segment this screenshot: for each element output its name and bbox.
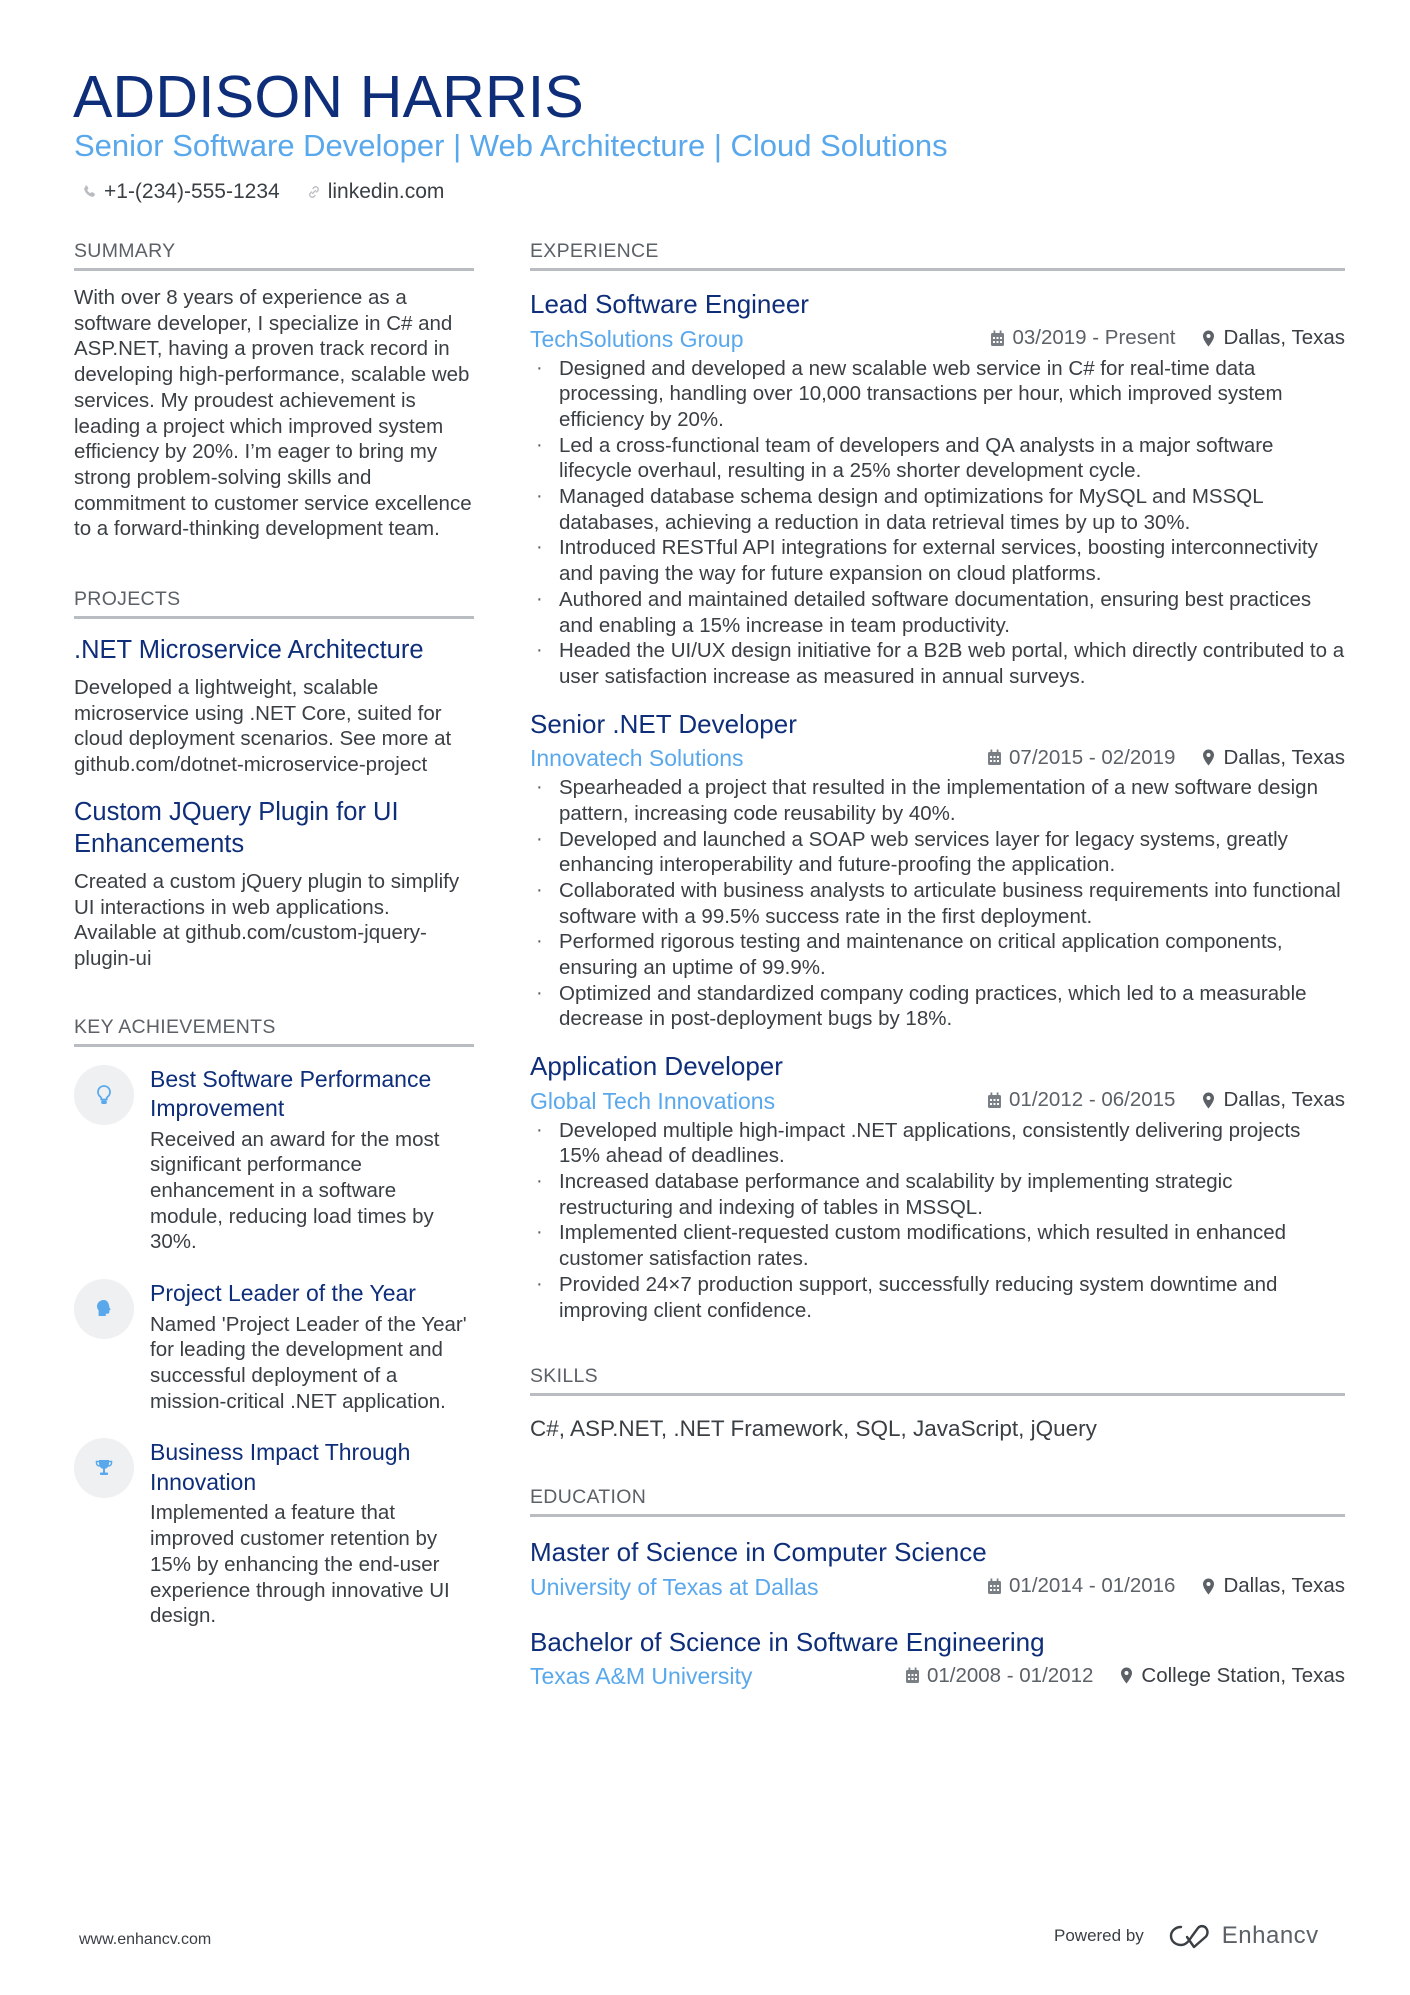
candidate-name: ADDISON HARRIS [73, 64, 584, 130]
job-dates: 01/2012 - 06/2015 [1009, 1088, 1176, 1112]
skills-list: C#, ASP.NET, .NET Framework, SQL, JavaScript, jQuery [530, 1416, 1097, 1442]
experience-section [530, 238, 1345, 1323]
education-section [530, 1484, 1345, 1691]
education-dates: 01/2008 - 01/2012 [926, 1663, 1094, 1687]
bullet-item: · Implemented client-requested custom modifications, which resulted in enhanced customer satisfaction rates. [530, 1220, 1345, 1271]
company-name: Innovatech Solutions [530, 745, 744, 772]
achievement-description: Implemented a feature that improved customer retention by 15% by enhancing the end-user experience through innovative UI design. [150, 1501, 450, 1628]
achievements-title: KEY ACHIEVEMENTS [74, 1014, 474, 1047]
education-dates: 01/2014 - 01/2016 [1009, 1574, 1176, 1598]
job-title: Senior .NET Developer [530, 708, 797, 739]
project-item [74, 634, 474, 778]
calendar-icon [987, 1578, 1002, 1595]
achievement-description: Named 'Project Leader of the Year' for leading the development and successful deployment of a mission-critical .NET application. [150, 1312, 467, 1413]
company-name: Global Tech Innovations [530, 1087, 776, 1114]
contact-linkedin[interactable] [306, 177, 445, 207]
project-description: Created a custom jQuery plugin to simplify UI interactions in web applications. Available at github.com/custom-jquery-plugin-ui [74, 869, 460, 970]
bullet-item: · Headed the UI/UX design initiative for a B2B web portal, which directly contributed to a user satisfaction increase as measured in annual surveys. [530, 638, 1345, 689]
bullet-item: · Increased database performance and scalability by implementing strategic restructuring and indexing of tables in MSSQL. [530, 1169, 1345, 1220]
link-icon [306, 184, 322, 200]
bullet-item: · Designed and developed a new scalable web service in C# for real-time data processing, handling over 10,000 transactions per hour, which improved system efficiency by 20%. [530, 356, 1345, 433]
project-item [74, 796, 474, 972]
summary-title: SUMMARY [74, 238, 474, 271]
powered-by-label: Powered by [1054, 1926, 1144, 1945]
calendar-icon [987, 1092, 1002, 1109]
calendar-icon [990, 330, 1005, 347]
projects-title: PROJECTS [74, 586, 474, 619]
project-title: .NET Microservice Architecture [74, 636, 424, 665]
degree-title: Master of Science in Computer Science [530, 1537, 987, 1568]
brand-name: Enhancv [1221, 1922, 1319, 1949]
skills-section [530, 1363, 1345, 1444]
brain-head-icon [94, 1298, 114, 1320]
job-entry [530, 707, 1345, 1033]
bullet-item: · Led a cross-functional team of developers and QA analysts in a major software lifecycle overhaul, resulting in a 25% shorter development cycle. [530, 433, 1345, 484]
phone-icon [82, 184, 98, 200]
achievements-section [74, 1014, 474, 1629]
project-description: Developed a lightweight, scalable microservice using .NET Core, suited for cloud deployment scenarios. See more at github.com/dotnet-microservice-project [74, 676, 452, 777]
degree-title: Bachelor of Science in Software Engineering [530, 1626, 1045, 1657]
job-bullets [530, 1118, 1345, 1324]
summary-section [74, 238, 474, 542]
job-bullets [530, 356, 1345, 690]
school-name: University of Texas at Dallas [530, 1573, 819, 1600]
achievement-icon-badge [74, 1065, 134, 1125]
bullet-item: · Developed and launched a SOAP web services layer for legacy systems, greatly enhancing interoperability and future-proofing the application. [530, 827, 1345, 878]
job-dates: 03/2019 - Present [1012, 326, 1176, 349]
trophy-icon [94, 1457, 114, 1479]
job-location: Dallas, Texas [1223, 745, 1345, 769]
location-pin-icon [1201, 1578, 1216, 1595]
bullet-item: · Spearheaded a project that resulted in the implementation of a new software design pattern, increasing code reusability by 40%. [530, 775, 1345, 826]
footer-branding[interactable] [1054, 1922, 1319, 1950]
location-pin-icon [1201, 330, 1216, 347]
location-pin-icon [1201, 749, 1216, 766]
education-entry [530, 1625, 1345, 1692]
bullet-item: · Developed multiple high-impact .NET applications, consistently delivering projects 15% ahead of deadlines. [530, 1118, 1345, 1169]
achievement-title: Best Software Performance Improvement [150, 1065, 432, 1122]
summary-text: With over 8 years of experience as a software developer, I specialize in C# and ASP.NET, having a proven track record in developing high-performance, scalable web services. My proudest achievement is leading a project which improved system efficiency by 20%. I’m eager to bring my strong problem-solving skills and commitment to customer service excellence to a forward-thinking development team. [74, 286, 472, 541]
headline: Senior Software Developer | Web Architecture | Cloud Solutions [74, 128, 948, 163]
school-name: Texas A&M University [530, 1663, 753, 1690]
bullet-item: · Introduced RESTful API integrations for external services, boosting interconnectivity and paving the way for future expansion on cloud platforms. [530, 535, 1345, 586]
skills-title: SKILLS [530, 1363, 1345, 1396]
achievement-item [74, 1065, 474, 1256]
job-bullets [530, 775, 1345, 1032]
achievement-icon-badge [74, 1438, 134, 1498]
job-entry [530, 287, 1345, 690]
education-title: EDUCATION [530, 1484, 1345, 1517]
achievement-title: Project Leader of the Year [150, 1280, 416, 1307]
achievement-item [74, 1438, 474, 1629]
left-column [74, 238, 474, 1629]
achievement-item [74, 1279, 474, 1414]
bullet-item: · Provided 24×7 production support, successfully reducing system downtime and improving client confidence. [530, 1272, 1345, 1323]
job-dates: 07/2015 - 02/2019 [1009, 745, 1176, 769]
job-location: Dallas, Texas [1223, 1088, 1345, 1112]
bullet-item: · Authored and maintained detailed software documentation, ensuring best practices and enabling a 15% increase in team productivity. [530, 587, 1345, 638]
contact-phone[interactable] [82, 177, 280, 207]
bullet-item: · Managed database schema design and optimizations for MySQL and MSSQL databases, achieving a reduction in data retrieval times by up to 30%. [530, 484, 1345, 535]
location-pin-icon [1119, 1667, 1134, 1684]
company-name: TechSolutions Group [530, 325, 744, 352]
project-title: Custom JQuery Plugin for UI Enhancements [74, 797, 399, 858]
location-pin-icon [1201, 1092, 1216, 1109]
job-title: Application Developer [530, 1051, 783, 1082]
calendar-icon [987, 749, 1002, 766]
bullet-item: · Collaborated with business analysts to articulate business requirements into functional software with a 99.5% success rate in the first deployment. [530, 878, 1345, 929]
achievement-title: Business Impact Through Innovation [150, 1439, 411, 1495]
projects-section [74, 586, 474, 972]
footer-website-link[interactable]: www.enhancv.com [79, 1931, 212, 1948]
contact-bar [82, 177, 444, 207]
education-location: Dallas, Texas [1223, 1574, 1345, 1598]
enhancv-logo-icon [1168, 1923, 1214, 1949]
linkedin-text: linkedin.com [327, 180, 445, 203]
education-location: College Station, Texas [1141, 1663, 1345, 1687]
phone-text: +1-(234)-555-1234 [104, 180, 280, 203]
experience-title: EXPERIENCE [530, 238, 1345, 271]
education-entry [530, 1535, 1345, 1602]
job-entry [530, 1049, 1345, 1323]
lightbulb-icon [94, 1084, 114, 1106]
right-column [530, 238, 1345, 1691]
job-title: Lead Software Engineer [530, 289, 809, 319]
achievement-description: Received an award for the most significant performance enhancement in a software module, reducing load times by 30%. [150, 1127, 440, 1254]
job-location: Dallas, Texas [1223, 326, 1345, 349]
bullet-item: · Optimized and standardized company coding practices, which led to a measurable decrease in post-deployment bugs by 18%. [530, 981, 1345, 1032]
calendar-icon [905, 1667, 920, 1684]
bullet-item: · Performed rigorous testing and maintenance on critical application components, ensuring an uptime of 99.9%. [530, 929, 1345, 980]
achievement-icon-badge [74, 1279, 134, 1339]
